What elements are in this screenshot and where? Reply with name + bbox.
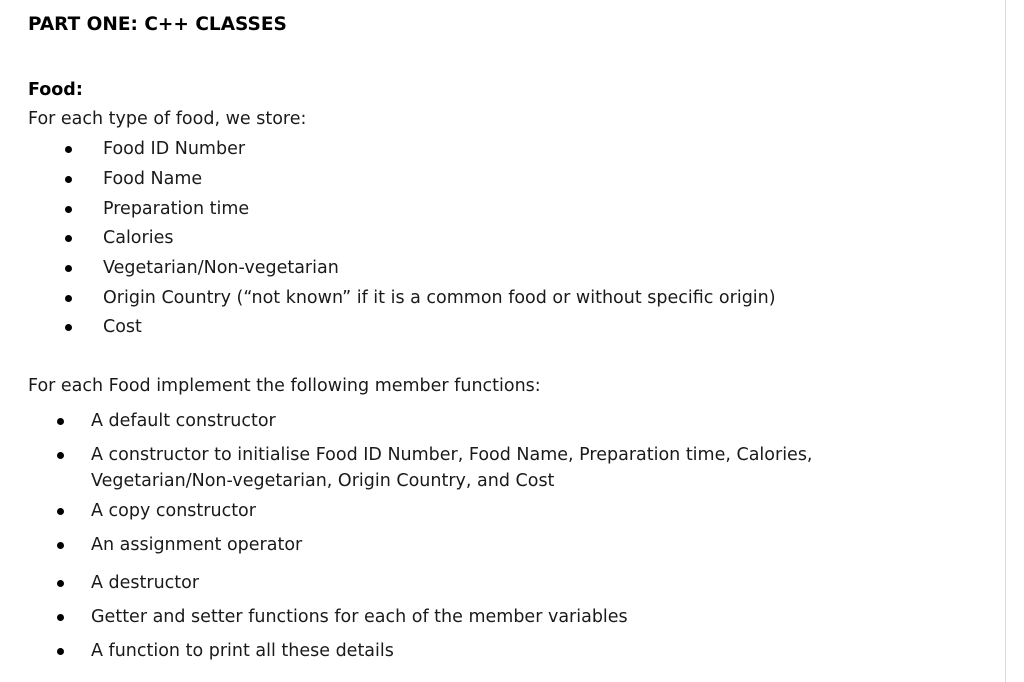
bullet-icon (57, 648, 64, 655)
bullet-icon (57, 542, 64, 549)
list-item-text: Calories (103, 228, 174, 248)
bullet-icon (65, 235, 72, 242)
bullet-icon (65, 206, 72, 213)
member-functions-intro: For each Food implement the following member functions: (28, 376, 541, 396)
page-edge-divider (1005, 0, 1006, 682)
stored-fields-intro: For each type of food, we store: (28, 109, 307, 129)
bullet-icon (57, 614, 64, 621)
list-item-text: A function to print all these details (91, 641, 394, 661)
bullet-icon (57, 508, 64, 515)
bullet-icon (57, 418, 64, 425)
list-item-text: A constructor to initialise Food ID Number, Food Name, Preparation time, Calories, (91, 445, 813, 465)
list-item-text: Getter and setter functions for each of the member variables (91, 607, 628, 627)
bullet-icon (65, 146, 72, 153)
list-item-text: Vegetarian/Non-vegetarian (103, 258, 339, 278)
bullet-icon (65, 265, 72, 272)
bullet-icon (65, 295, 72, 302)
part-heading: PART ONE: C++ CLASSES (28, 14, 287, 35)
list-item-text: Vegetarian/Non-vegetarian, Origin Country, and Cost (91, 471, 555, 491)
bullet-icon (65, 324, 72, 331)
list-item-text: A copy constructor (91, 501, 256, 521)
food-section-title: Food: (28, 80, 83, 100)
list-item-text: Food ID Number (103, 139, 246, 159)
list-item-text: A default constructor (91, 411, 276, 431)
list-item-text: Food Name (103, 169, 203, 189)
list-item-text: Origin Country (“not known” if it is a common food or without specific origin) (103, 288, 776, 308)
bullet-icon (57, 580, 64, 587)
list-item-text: An assignment operator (91, 535, 303, 555)
bullet-icon (57, 452, 64, 459)
list-item-text: Cost (103, 317, 142, 337)
bullet-icon (65, 176, 72, 183)
list-item-text: A destructor (91, 573, 200, 593)
list-item-text: Preparation time (103, 199, 250, 219)
